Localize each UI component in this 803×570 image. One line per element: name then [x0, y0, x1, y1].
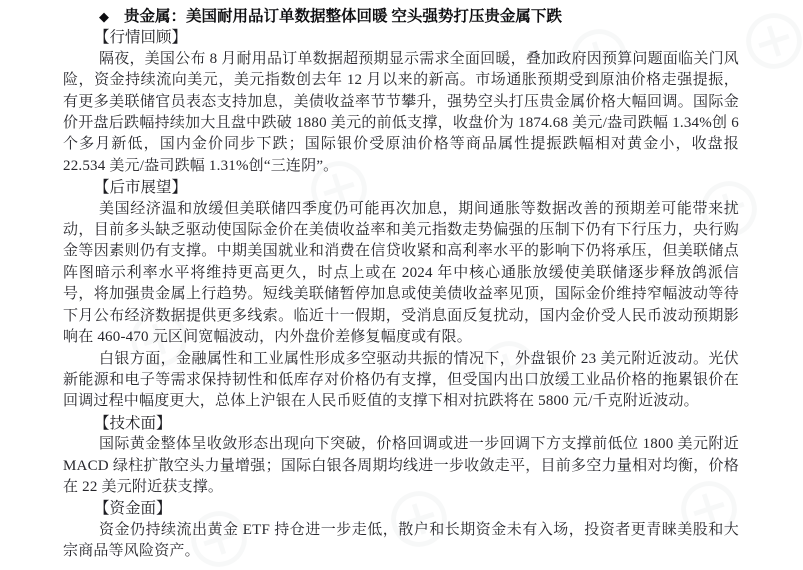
section-heading: 【技术面】 — [94, 414, 172, 432]
report-title: 贵金属：美国耐用品订单数据整体回暖 空头强势打压贵金属下跌 — [124, 8, 562, 25]
section-outlook — [63, 177, 739, 412]
section-funds — [63, 498, 739, 562]
paragraph: 国际黄金整体呈收敛形态出现向下突破，价格回调或进一步回调下方支撑前低位 1800 美元附近 MACD 绿柱扩散空头力量增强；国际白银各周期均线进一步收敛走平，目前多空力量相对均衡，价格在 22 美元附近获支撑。 — [63, 436, 739, 495]
report-title-row — [99, 6, 739, 27]
paragraph: 美国经济温和放缓但美联储四季度仍可能再次加息，期间通胀等数据改善的预期差可能带来扰动，目前多头缺乏驱动使国际金价在美债收益率和美元指数走势偏强的压制下仍有下行压力，央行购金等因素则仍有支撑。中期美国就业和消费在信贷收紧和高利率水平的影响下仍将承压，但美联储点阵图暗示利率水平将维持更高更久，时点上或在 2024 年中核心通胀放缓使美联储逐步释放鸽派信号，将加强贵金属上行趋势。短线美联储暂停加息或使美债收益率见顶，国际金价维持窄幅波动等待下月公布经济数据提供更多线索。临近十一假期，受消息面反复扰动，国内金价受人民币波动预期影响在 460-470 元区间宽幅波动，内外盘价差修复幅度或有限。 — [63, 200, 739, 346]
section-technical — [63, 413, 739, 499]
section-market-review — [63, 27, 739, 177]
diamond-bullet-icon: ◆ — [99, 9, 109, 24]
paragraph: 隔夜，美国公布 8 月耐用品订单数据超预期显示需求全面回暖，叠加政府因预算问题面临关门风险，资金持续流向美元，美元指数创去年 12 月以来的新高。市场通胀预期受到原油价格走强提振，有更多美联储官员表态支持加息，美债收益率节节攀升，强势空头打压贵金属价格大幅回调。国际金价开盘后跌幅持续加大且盘中跌破 1880 美元的前低支撑，收盘价为 1874.68 美元/盎司跌幅 1.34%创 6 个多月新低，国内金价同步下跌；国际银价受原油价格等商品属性提振跌幅相对黄金小，收盘报 22.534 美元/盎司跌幅 1.31%创“三连阴”。 — [63, 50, 739, 174]
section-heading: 【后市展望】 — [94, 179, 188, 197]
report-content — [63, 6, 739, 563]
section-heading: 【资金面】 — [94, 500, 172, 518]
section-heading: 【行情回顾】 — [94, 29, 188, 47]
paragraph: 白银方面，金融属性和工业属性形成多空驱动共振的情况下，外盘银价 23 美元附近波动。光伏新能源和电子等需求保持韧性和低库存对价格仍有支撑，但受国内出口放缓工业品价格的拖累银价在回调过程中幅度更大，总体上沪银在人民币贬值的支撑下相对抗跌将在 5800 元/千克附近波动。 — [63, 350, 739, 410]
paragraph: 资金仍持续流出黄金 ETF 持仓进一步走低，散户和长期资金未有入场，投资者更青睐美股和大宗商品等风险资产。 — [63, 521, 739, 560]
